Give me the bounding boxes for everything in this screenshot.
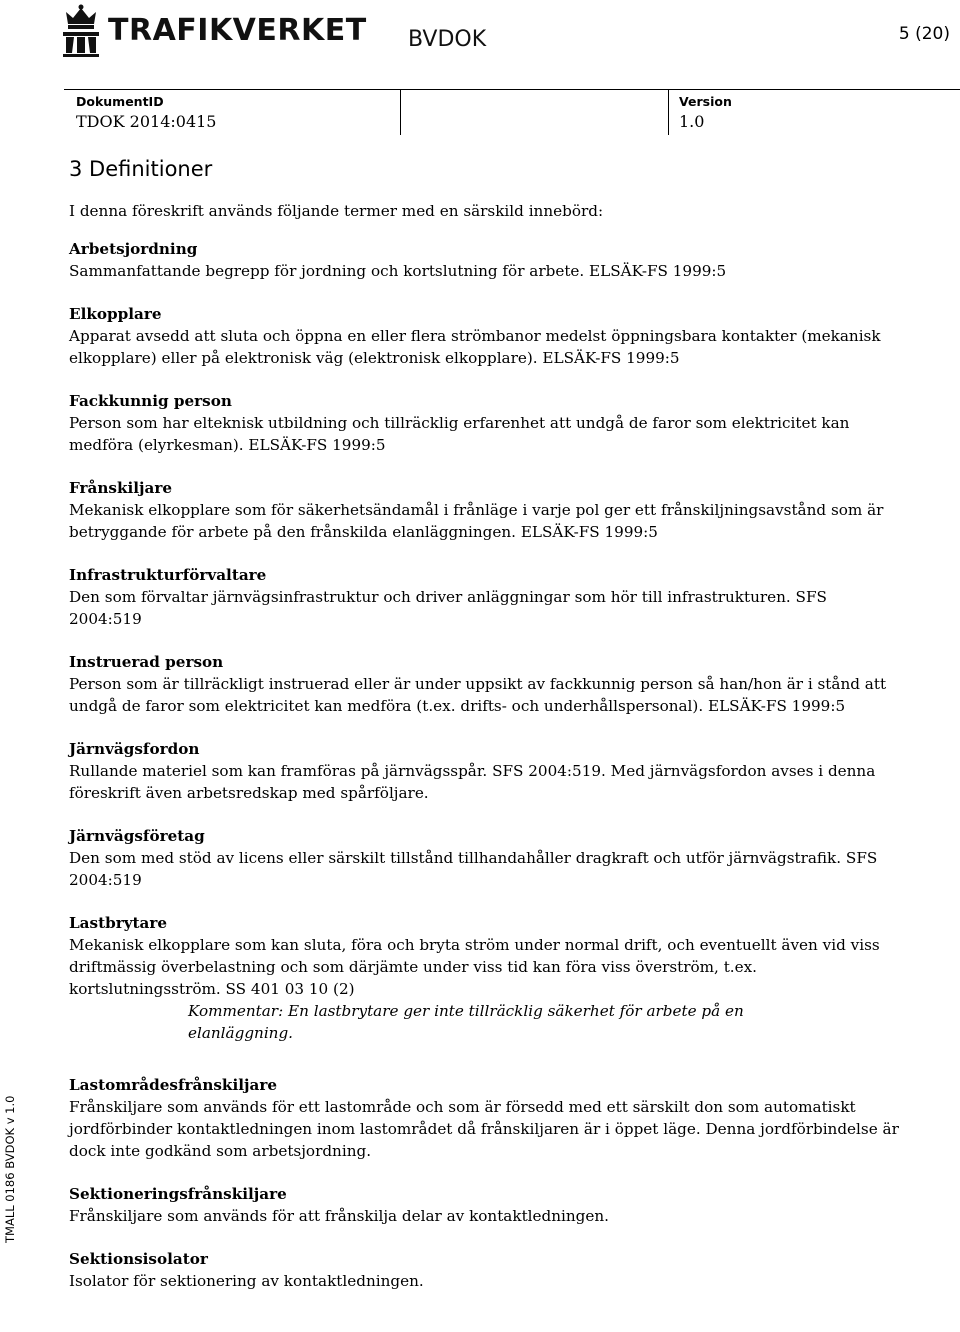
definition-desc: Mekanisk elkopplare som kan sluta, föra och bryta ström under normal drift, och eventuellt även vid viss driftmässig överbelastning och som därjämte under viss tid kan föra viss överström, t.ex. kortslutningsström. SS 401 03 10 (2) [69,936,880,998]
definition-term: Frånskiljare [69,479,173,497]
definition-term: Infrastrukturförvaltare [69,566,267,584]
definition-term: Instruerad person [69,653,224,671]
definition-item [69,390,899,456]
document-type-title: BVDOK [408,27,487,52]
definition-term: Sektioneringsfrånskiljare [69,1185,287,1203]
definition-term: Fackkunnig person [69,392,232,410]
definition-desc: Den som med stöd av licens eller särskilt tillstånd tillhandahåller dragkraft och utför järnvägstrafik. SFS 2004:519 [69,849,878,889]
definition-desc: Person som har elteknisk utbildning och tillräcklig erfarenhet att undgå de faror som elektricitet kan medföra (elyrkesman). ELSÄK-FS 1999:5 [69,414,850,454]
definition-item [69,825,899,891]
definition-item [69,1248,899,1292]
definition-item [69,651,899,717]
definition-desc: Sammanfattande begrepp för jordning och kortslutning för arbete. ELSÄK-FS 1999:5 [69,262,727,280]
definition-desc: Mekanisk elkopplare som för säkerhetsändamål i frånläge i varje pol ger ett frånskiljningsavstånd som är betryggande för arbete på den frånskilda elanläggningen. ELSÄK-FS 1999:5 [69,501,884,541]
section-intro: I denna föreskrift används följande termer med en särskild innebörd: [69,202,604,220]
definition-desc: Den som förvaltar järnvägsinfrastruktur och driver anläggningar som hör till infrastrukturen. SFS 2004:519 [69,588,827,628]
definition-item [69,912,899,1044]
definition-item [69,1183,899,1227]
page-number: 5 (20) [898,24,950,44]
definition-term: Lastbrytare [69,914,168,932]
definition-desc: Frånskiljare som används för ett lastområde och som är försedd med ett särskilt don som automatiskt jordförbinder kontaktledningen inom lastområdet då frånskiljaren är i öppet läge. Denna jordförbindelse är dock inte godkänd som arbetsjordning. [69,1098,899,1160]
version-label: Version [679,94,732,109]
definition-desc: Person som är tillräckligt instruerad eller är under uppsikt av fackkunnig person så han/hon är i stånd att undgå de faror som elektricitet kan medföra (t.ex. drifts- och underhållspersonal). ELSÄK-FS 1999:5 [69,675,887,715]
definition-item [69,564,899,630]
logo-wordmark: TRAFIKVERKET [108,13,367,48]
version-cell [400,90,732,135]
definition-item [69,738,899,804]
definition-term: Elkopplare [69,305,162,323]
docid-label: DokumentID [76,94,164,109]
definition-item [69,303,899,369]
definition-term: Arbetsjordning [69,240,198,258]
definition-desc: Apparat avsedd att sluta och öppna en eller flera strömbanor medelst öppningsbara kontakter (mekanisk elkopplare) eller på elektronisk väg (elektronisk elkopplare). ELSÄK-FS 1999:5 [69,327,881,367]
document-meta-table [64,89,960,135]
definition-term: Lastområdesfrånskiljare [69,1076,277,1094]
docid-value: TDOK 2014:0415 [76,112,217,131]
definition-desc: Frånskiljare som används för att frånskilja delar av kontaktledningen. [69,1207,609,1225]
definition-item [69,477,899,543]
definition-desc: Rullande materiel som kan framföras på järnvägsspår. SFS 2004:519. Med järnvägsfordon avses i denna föreskrift även arbetsredskap med spårföljare. [69,762,876,802]
definition-term: Järnvägsföretag [69,827,205,845]
version-value: 1.0 [679,112,705,131]
docid-cell [64,90,401,135]
definition-item [69,238,899,282]
definition-desc: Isolator för sektionering av kontaktledningen. [69,1272,424,1290]
template-side-label: TMALL 0186 BVDOK v 1.0 [3,1095,17,1243]
crown-logo-icon [60,4,102,58]
definition-comment: Kommentar: En lastbrytare ger inte tillräcklig säkerhet för arbete på en elanläggning. [188,1002,744,1042]
definition-term: Sektionsisolator [69,1250,208,1268]
definition-term: Järnvägsfordon [69,740,200,758]
section-heading: 3 Definitioner [69,157,213,181]
document-body [69,154,899,1313]
definition-item [69,1074,899,1162]
